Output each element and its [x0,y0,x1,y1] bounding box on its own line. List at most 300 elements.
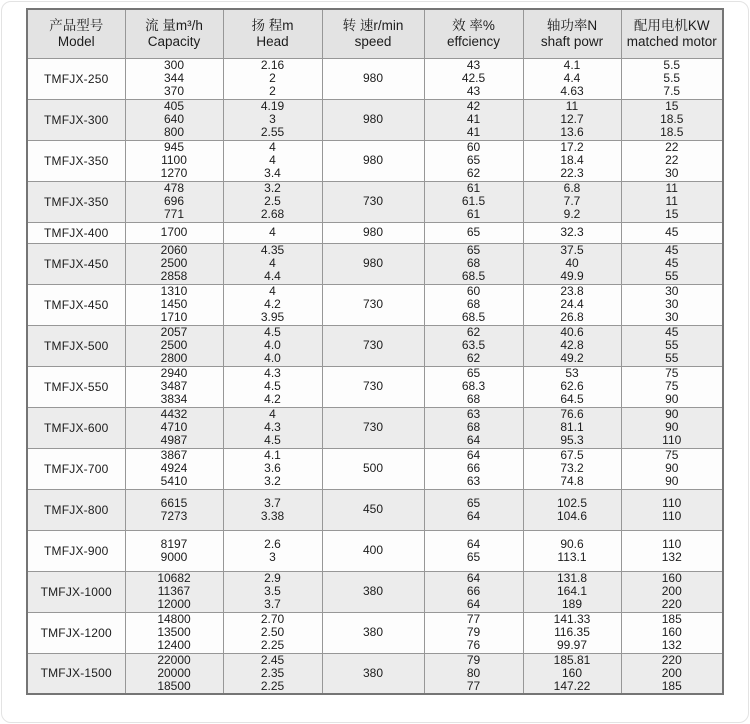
capacity-cell [125,284,223,325]
cell-value: 164.1 [556,584,588,598]
cell-value: 220 [661,653,682,667]
cell-value: 110 [662,508,682,523]
cell-value: 980 [362,71,384,85]
motor-cell [621,181,723,222]
cell-value: 2.25 [260,678,285,693]
table-row [27,653,723,694]
speed-cell [322,448,424,489]
cell-value: 344 [163,71,185,85]
cell-value: 4.0 [264,338,281,352]
cell-value: 75 [665,379,679,393]
head-cell [223,571,322,612]
cell-value: 3.38 [260,508,285,523]
model-cell: TMFJX-700 [27,448,125,489]
cell-value: 95.3 [560,433,584,447]
cell-value: 102.5 [556,495,588,510]
efficiency-cell [424,366,523,407]
cell-value: 2.35 [260,665,285,680]
header-label-en: Capacity [147,34,201,50]
cell-value: 61 [466,207,481,221]
cell-value: 68 [466,392,481,406]
cell-value: 2.6 [264,536,281,551]
cell-value: 45 [665,256,679,270]
efficiency-cell [424,222,523,243]
cell-value: 18.5 [660,125,684,139]
cell-value: 300 [163,58,185,72]
cell-value: 62 [466,325,481,339]
speed-cell [322,222,424,243]
cell-value: 7.7 [563,194,581,208]
header-label-en: shaft powr [540,34,604,50]
cell-value: 400 [362,543,384,557]
cell-value: 185.81 [553,653,591,667]
speed-cell [322,181,424,222]
column-header-capacity [125,9,223,58]
motor-cell [621,140,723,181]
cell-value: 90 [665,420,679,434]
efficiency-cell [424,284,523,325]
cell-value: 64 [466,536,481,551]
cell-value: 49.9 [560,269,584,283]
speed-cell [322,530,424,571]
cell-value: 3 [269,112,276,126]
cell-value: 2057 [160,325,188,339]
table-body [27,58,723,694]
cell-value: 30 [665,310,679,324]
cell-value: 63 [466,407,481,421]
cell-value: 64 [466,433,481,447]
cell-value: 24.4 [560,297,584,311]
table-row [27,58,723,99]
cell-value: 4.5 [264,433,281,447]
column-header-head [223,9,322,58]
model-cell: TMFJX-800 [27,489,125,530]
motor-cell [621,366,723,407]
cell-value: 380 [362,584,384,598]
table-row [27,489,723,530]
header-label-en: Head [256,34,289,50]
cell-value: 4.1 [264,448,281,462]
cell-value: 66 [466,461,481,475]
cell-value: 4.4 [563,71,581,85]
cell-value: 116.35 [554,625,590,639]
cell-value: 200 [661,584,682,598]
cell-value: 160 [661,571,682,585]
table-row [27,181,723,222]
cell-value: 4 [269,225,276,239]
speed-cell [322,489,424,530]
cell-value: 11 [565,99,579,113]
cell-value: 4 [269,140,276,154]
cell-value: 18500 [157,678,191,693]
cell-value: 18.5 [660,112,684,126]
efficiency-cell [424,407,523,448]
table-row [27,448,723,489]
cell-value: 2500 [160,256,188,270]
capacity-cell [125,243,223,284]
cell-value: 90 [665,407,679,421]
model-cell: TMFJX-400 [27,222,125,243]
cell-value: 63.5 [461,338,486,352]
model-cell: TMFJX-900 [27,530,125,571]
cell-value: 23.8 [560,284,584,298]
cell-value: 55 [665,269,679,283]
cell-value: 3.2 [264,474,281,488]
cell-value: 5.5 [663,71,681,85]
cell-value: 64 [466,448,481,462]
cell-value: 478 [163,181,185,195]
cell-value: 1310 [160,284,188,298]
cell-value: 55 [665,351,679,365]
cell-value: 2800 [160,351,188,365]
cell-value: 2.55 [260,125,285,139]
cell-value: 500 [362,461,384,475]
cell-value: 4710 [160,420,188,434]
cell-value: 77 [466,612,481,626]
speed-cell [322,58,424,99]
motor-cell [621,243,723,284]
cell-value: 22.3 [560,166,584,180]
efficiency-cell [424,448,523,489]
cell-value: 3.95 [260,310,285,324]
cell-value: 26.8 [560,310,584,324]
cell-value: 730 [362,338,384,352]
cell-value: 2.16 [260,58,285,72]
capacity-cell [125,530,223,571]
cell-value: 1450 [160,297,188,311]
cell-value: 3.7 [264,495,281,510]
header-label-zh: 扬 程m [251,18,294,34]
model-cell: TMFJX-500 [27,325,125,366]
cell-value: 405 [163,99,185,113]
cell-value: 4 [269,284,276,298]
cell-value: 160 [661,625,682,639]
cell-value: 2940 [160,366,188,380]
efficiency-cell [424,99,523,140]
cell-value: 2500 [160,338,188,352]
column-header-model [27,9,125,58]
cell-value: 4.63 [560,84,584,98]
cell-value: 65 [466,243,481,257]
cell-value: 62 [466,351,481,365]
cell-value: 730 [362,297,384,311]
cell-value: 64.5 [560,392,584,406]
capacity-cell [125,489,223,530]
cell-value: 980 [362,256,384,270]
cell-value: 3.7 [264,597,281,611]
cell-value: 64 [466,508,481,523]
speed-cell [322,140,424,181]
shaft-power-cell [523,448,621,489]
model-cell: TMFJX-550 [27,366,125,407]
motor-cell [621,653,723,694]
cell-value: 15 [665,99,679,113]
cell-value: 90.6 [560,536,584,551]
cell-value: 4.4 [264,269,281,283]
header-label-zh: 流 量m³/h [145,18,203,34]
model-cell: TMFJX-600 [27,407,125,448]
cell-value: 90 [665,461,679,475]
cell-value: 4.0 [264,351,281,365]
cell-value: 68.5 [461,269,486,283]
header-label-zh: 产品型号 [49,18,104,34]
cell-value: 18.4 [560,153,584,167]
cell-value: 75 [665,448,679,462]
cell-value: 113.1 [557,549,587,564]
motor-cell [621,448,723,489]
cell-value: 30 [665,284,679,298]
cell-value: 74.8 [560,474,584,488]
table-row [27,140,723,181]
shaft-power-cell [523,140,621,181]
cell-value: 980 [362,153,384,167]
motor-cell [621,612,723,653]
shaft-power-cell [523,366,621,407]
cell-value: 640 [163,112,185,126]
table-row [27,612,723,653]
head-cell [223,99,322,140]
capacity-cell [125,140,223,181]
table-row [27,571,723,612]
cell-value: 4.19 [260,99,285,113]
head-cell [223,58,322,99]
cell-value: 2.5 [264,194,281,208]
cell-value: 43 [466,84,481,98]
cell-value: 41 [466,125,481,139]
capacity-cell [125,571,223,612]
table-header [27,9,723,58]
cell-value: 4.3 [264,366,281,380]
shaft-power-cell [523,653,621,694]
cell-value: 4 [269,153,276,167]
cell-value: 64 [466,597,481,611]
cell-value: 8197 [160,536,188,551]
cell-value: 131.8 [556,571,588,585]
capacity-cell [125,407,223,448]
speed-cell [322,243,424,284]
header-label-zh: 轴功率N [546,18,598,34]
head-cell [223,325,322,366]
cell-value: 53 [565,366,579,380]
cell-value: 4.5 [264,379,281,393]
cell-value: 20000 [157,665,191,680]
cell-value: 2.25 [260,638,285,652]
shaft-power-cell [523,243,621,284]
motor-cell [621,489,723,530]
column-header-speed [322,9,424,58]
column-header-matched-motor [621,9,723,58]
shaft-power-cell [523,222,621,243]
cell-value: 65 [466,366,481,380]
capacity-cell [125,366,223,407]
cell-value: 30 [665,297,679,311]
cell-value: 1100 [161,153,187,167]
cell-value: 61 [466,181,481,195]
capacity-cell [125,612,223,653]
cell-value: 141.33 [553,612,591,626]
cell-value: 75 [665,366,679,380]
head-cell [223,612,322,653]
header-label-zh: 效 率% [452,18,495,34]
cell-value: 4.2 [264,297,281,311]
cell-value: 76 [466,638,481,652]
cell-value: 61.5 [461,194,486,208]
head-cell [223,407,322,448]
efficiency-cell [424,530,523,571]
head-cell [223,284,322,325]
cell-value: 110 [662,495,682,510]
head-cell [223,653,322,694]
cell-value: 77 [466,678,481,693]
cell-value: 7.5 [663,84,681,98]
motor-cell [621,571,723,612]
efficiency-cell [424,571,523,612]
cell-value: 1710 [160,310,188,324]
cell-value: 3.6 [264,461,281,475]
cell-value: 5.5 [663,58,681,72]
table-row [27,530,723,571]
speed-cell [322,366,424,407]
head-cell [223,222,322,243]
cell-value: 90 [665,474,679,488]
shaft-power-cell [523,58,621,99]
cell-value: 2858 [160,269,188,283]
efficiency-cell [424,489,523,530]
speed-cell [322,612,424,653]
cell-value: 7273 [160,508,188,523]
model-cell: TMFJX-1200 [27,612,125,653]
cell-value: 22 [665,140,679,154]
cell-value: 15 [665,207,679,221]
speed-cell [322,653,424,694]
head-cell [223,181,322,222]
cell-value: 147.22 [553,678,591,693]
table-row [27,243,723,284]
cell-value: 9000 [160,549,188,564]
cell-value: 68.5 [461,310,486,324]
efficiency-cell [424,612,523,653]
cell-value: 68 [466,297,481,311]
header-row [27,9,723,58]
column-header-shaft-power [523,9,621,58]
cell-value: 81.1 [560,420,584,434]
header-label-en: Model [57,34,95,50]
cell-value: 3.5 [264,584,281,598]
cell-value: 65 [466,549,481,564]
motor-cell [621,284,723,325]
cell-value: 30 [665,166,679,180]
efficiency-cell [424,58,523,99]
cell-value: 380 [362,665,384,680]
cell-value: 6.8 [563,181,581,195]
speed-cell [322,284,424,325]
cell-value: 160 [561,665,583,680]
capacity-cell [125,181,223,222]
cell-value: 132 [661,549,682,564]
cell-value: 80 [466,665,481,680]
table-row [27,222,723,243]
motor-cell [621,58,723,99]
motor-cell [621,222,723,243]
cell-value: 22 [665,153,679,167]
speed-cell [322,571,424,612]
cell-value: 9.2 [563,207,581,221]
cell-value: 11367 [157,584,191,598]
model-cell: TMFJX-300 [27,99,125,140]
cell-value: 62 [466,166,481,180]
cell-value: 4.5 [264,325,281,339]
cell-value: 73.2 [560,461,584,475]
cell-value: 2.9 [264,571,281,585]
efficiency-cell [424,140,523,181]
efficiency-cell [424,181,523,222]
cell-value: 2.50 [260,625,285,639]
cell-value: 79 [466,625,481,639]
cell-value: 2060 [160,243,188,257]
cell-value: 12000 [157,597,191,611]
capacity-cell [125,325,223,366]
speed-cell [322,407,424,448]
cell-value: 4.2 [264,392,281,406]
table-row [27,366,723,407]
cell-value: 104.6 [556,508,588,523]
cell-value: 45 [665,325,679,339]
cell-value: 99.97 [556,638,588,652]
cell-value: 4924 [160,461,188,475]
cell-value: 1270 [160,166,188,180]
model-cell: TMFJX-1500 [27,653,125,694]
cell-value: 380 [362,625,384,639]
cell-value: 41 [466,112,481,126]
cell-value: 90 [665,392,679,406]
shaft-power-cell [523,325,621,366]
cell-value: 13500 [157,625,191,639]
shaft-power-cell [523,181,621,222]
cell-value: 60 [466,140,481,154]
shaft-power-cell [523,571,621,612]
table-row [27,407,723,448]
cell-value: 2.68 [260,207,285,221]
cell-value: 40.6 [560,325,584,339]
shaft-power-cell [523,407,621,448]
table-row [27,325,723,366]
cell-value: 185 [661,612,682,626]
cell-value: 17.2 [560,140,584,154]
cell-value: 67.5 [560,448,584,462]
model-cell: TMFJX-350 [27,140,125,181]
cell-value: 42 [466,99,481,113]
cell-value: 3487 [160,379,188,393]
cell-value: 68 [466,420,481,434]
model-cell: TMFJX-350 [27,181,125,222]
cell-value: 55 [665,338,679,352]
cell-value: 3834 [160,392,188,406]
cell-value: 10682 [157,571,191,585]
table-row [27,284,723,325]
cell-value: 6615 [160,495,188,510]
cell-value: 370 [163,84,185,98]
cell-value: 945 [163,140,185,154]
efficiency-cell [424,653,523,694]
cell-value: 4 [269,407,276,421]
shaft-power-cell [523,99,621,140]
cell-value: 220 [661,597,682,611]
cell-value: 43 [466,58,481,72]
capacity-cell [125,448,223,489]
shaft-power-cell [523,530,621,571]
header-label-en: speed [354,34,392,50]
cell-value: 2 [269,84,276,98]
